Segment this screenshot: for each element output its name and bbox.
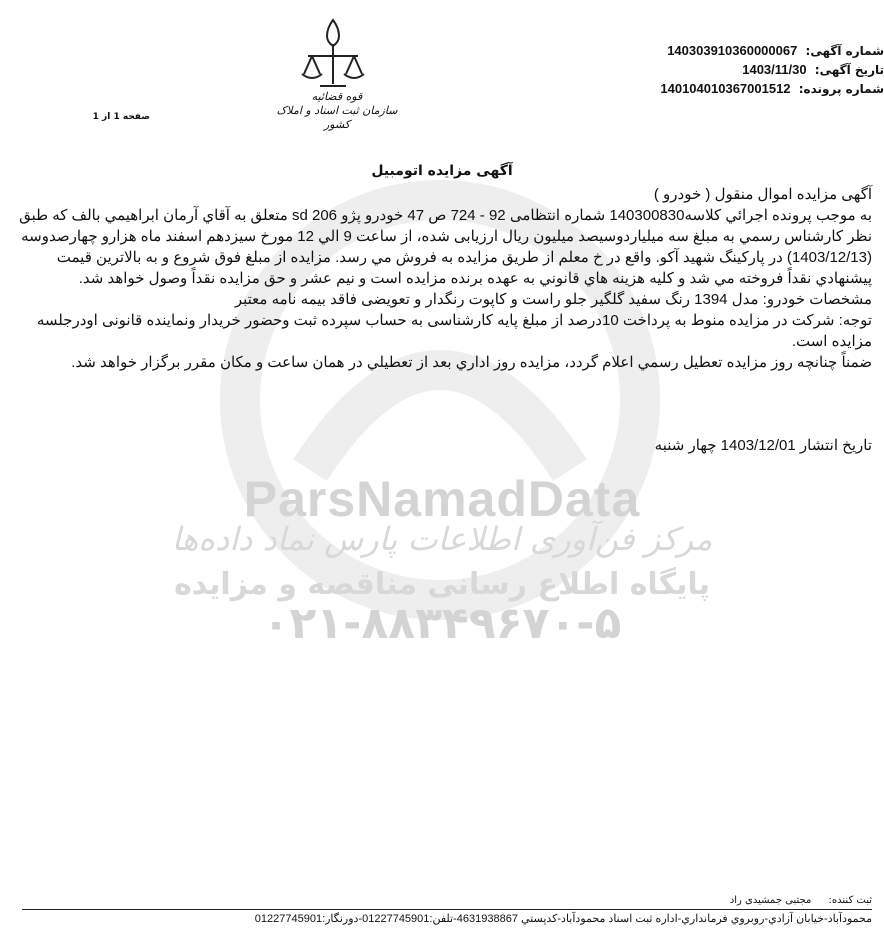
notice-holiday-clause: ضمناً چنانچه روز مزایده تعطیل رسمي اعلام گردد، مزایده روز اداري بعد از تعطیلي در همان ساعت و مکان مقرر برگزار خواهد شد. — [71, 354, 872, 371]
org-line2: سازمان ثبت اسناد و املاک کشور — [276, 104, 398, 131]
registrar-name: مجتبی جمشیدی راد — [729, 895, 812, 906]
notice-paragraph-main: به موجب پرونده اجرائي کلاسه140300830 شماره انتظامی 92 - 724 ص 47 خودرو پژو 206 sd متعلق به آقاي آرمان ابراهیمي بالف که طبق نظر کارشناس رسمي به مبلغ سه میلیاردوسیصد میلیون ریال ارزیابی شده، از ساعت 9 الي 12 مورخ سیزدهم اسفند ماه هزارو چهارصدوسه (1403/12/13) در پارکینگ شهید آکو. واقع در خ معلم از طریق مزایده به فروش مي رسد. مزایده از مبلغ فوق شروع و به بالاترین قیمت پیشنهادي نقداً فروخته مي شد و کلیه هزینه هاي قانوني به عهده برنده مزایده است و نیم عشر و حق مزایده نقداً وصول خواهد شد. — [19, 207, 872, 287]
ad-date-label: تاریخ آگهی: — [814, 63, 884, 77]
page-info: صفحه 1 از 1 — [92, 112, 150, 122]
file-number-label: شماره پرونده: — [798, 82, 884, 96]
ad-date: 1403/11/30 — [742, 62, 807, 77]
notice-subtitle: آگهی مزایده اموال منقول ( خودرو ) — [653, 186, 872, 203]
footer-address: محمودآباد-خیابان آزادي-روبروي فرمانداري-اداره ثبت اسناد محمودآباد-کدپستي 4631938867-تلفن:01227745901-دورنگار:01227745901 — [254, 913, 872, 925]
watermark-brand: ParsNamadData — [243, 471, 641, 527]
publish-date: تاریخ انتشار 1403/12/01 چهار شنبه — [654, 437, 872, 454]
registrar — [716, 895, 872, 906]
ad-number-row — [464, 43, 884, 58]
file-number-row — [464, 81, 884, 96]
file-number: 140104010367001512 — [660, 81, 791, 96]
watermark-line2: پایگاه اطلاع رسانی مناقصه و مزایده — [174, 567, 710, 602]
organization-name — [262, 90, 412, 132]
registrar-label: ثبت کننده: — [828, 895, 872, 906]
notice-attention: توجه: شرکت در مزایده منوط به پرداخت 10درصد از مبلغ پایه کارشناسی به حساب سپرده ثبت وحضور خریدار ونماینده قانونی اودرجلسه مزایده است. — [36, 312, 872, 350]
watermark-phone: ۰۲۱-۸۸۳۴۹۶۷۰-۵ — [262, 598, 622, 649]
page-title: آگهی مزایده اتومبیل — [371, 163, 513, 179]
footer-divider — [22, 909, 872, 910]
ad-date-row — [464, 62, 884, 77]
notice-body — [14, 184, 872, 373]
org-line1: قوه قضائیه — [311, 90, 363, 103]
notice-vehicle-specs: مشخصات خودرو: مدل 1394 رنگ سفید گلگیر جلو راست و کاپوت رنگدار و تعویضی فاقد بیمه نامه معتبر — [234, 291, 872, 308]
watermark-line1: مرکز فن‌آوری اطلاعات پارس نماد داده‌ها — [171, 520, 713, 558]
ad-number-label: شماره آگهی: — [805, 44, 884, 58]
ad-number: 140303910360000067 — [667, 43, 798, 58]
